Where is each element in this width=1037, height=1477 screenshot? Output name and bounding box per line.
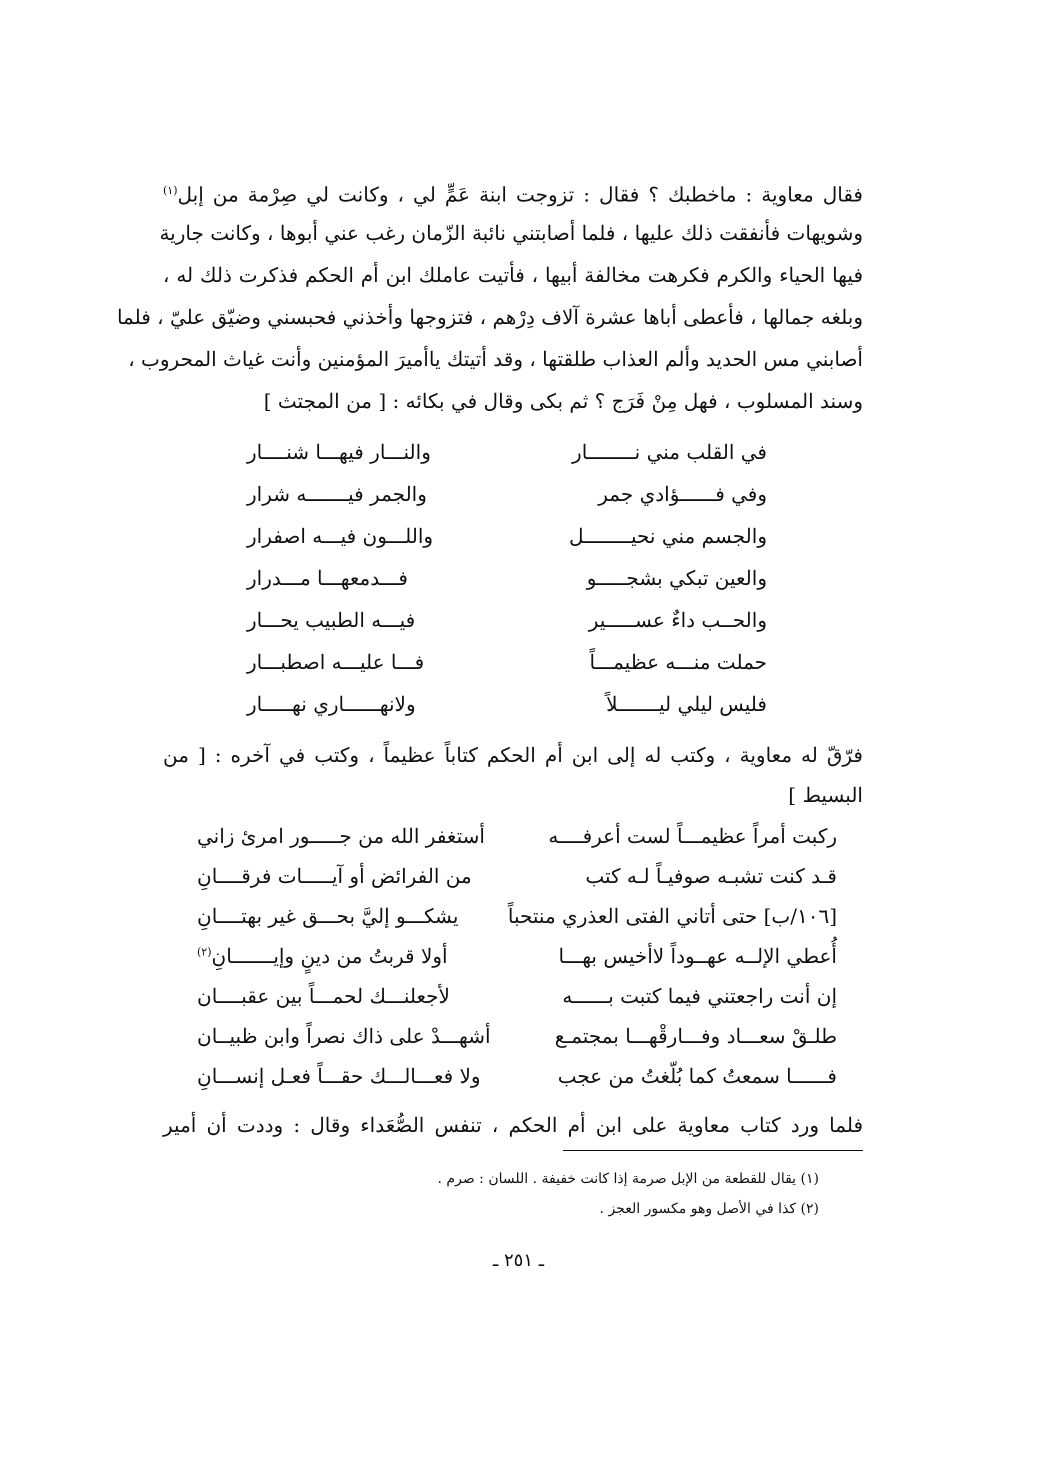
verse-hemistich-second: أشهـــدْ على ذاك نصراً وابن ظبيــان bbox=[197, 1024, 491, 1048]
verse-line bbox=[197, 1064, 837, 1104]
verse-hemistich-first: [١٠٦/ب] حتى أتاني الفتى العذري منتحباً bbox=[507, 904, 837, 928]
verse-hemistich-first: ركبت أمراً عظيمـــاً لست أعرفــــه bbox=[548, 824, 837, 848]
verse-hemistich-second: ولا فعـــالـــك حقـــاً فعـل إنســـانِ bbox=[197, 1064, 481, 1088]
verse-line bbox=[247, 692, 767, 732]
verse-line bbox=[197, 984, 837, 1024]
verse-line bbox=[197, 904, 837, 944]
verse-hemistich-first: والحــب داءٌ عســـــير bbox=[588, 608, 767, 632]
verse-line bbox=[247, 440, 767, 480]
verse-hemistich-second bbox=[197, 944, 448, 968]
verse-hemistich-second: يشكـــو إليَّ بحـــق غير بهتــــانِ bbox=[197, 904, 459, 928]
verse-hemistich-first: فــــــا سمعتُ كما بُلّغتُ من عجب bbox=[557, 1064, 837, 1088]
verse-hemistich-second: فيـــه الطبيب يحـــار bbox=[247, 608, 416, 632]
verse-hemistich-second: أستغفر الله من جـــــور امرئ زاني bbox=[197, 824, 485, 848]
verse-hemistich-second: والنـــار فيهـــا شنــــار bbox=[247, 440, 431, 464]
footnote-divider bbox=[563, 1150, 863, 1151]
footnote: (٢) كذا في الأصل وهو مكسور العجز . bbox=[599, 1201, 819, 1217]
verse-hemistich-first: إن أنت راجعتني فيما كتبت بــــــه bbox=[562, 984, 837, 1008]
prose-line: وسند المسلوب ، فهل مِنْ فَرَج ؟ ثم بكى وقال في بكائه : [ من المجتث ] bbox=[263, 389, 863, 413]
footnote-ref: (٢) bbox=[197, 945, 212, 959]
verse-line bbox=[197, 1024, 837, 1064]
verse-hemistich-first: وفي فــــــؤادي جمر bbox=[598, 482, 767, 506]
verse-hemistich-first: في القلب مني نــــــــار bbox=[572, 440, 767, 464]
prose-text: فقال معاوية : ماخطبك ؟ فقال : تزوجت ابنة عَمٍّ لي ، وكانت لي صِرْمة من إبل bbox=[177, 182, 863, 207]
verse-hemistich-first: فليس ليلي ليـــــــلاً bbox=[606, 692, 767, 716]
verse-hemistich-second: واللـــون فيـــه اصفرار bbox=[247, 524, 434, 548]
prose-line: البسيط ] bbox=[788, 783, 863, 807]
prose-line: فلما ورد كتاب معاوية على ابن أم الحكم ، تنفس الصُّعَداء وقال : وددت أن أمير bbox=[163, 1113, 863, 1137]
prose-line: فرّقّ له معاوية ، وكتب له إلى ابن أم الحكم كتاباً عظيماً ، وكتب في آخره : [ من bbox=[163, 743, 863, 767]
prose-line: أصابني مس الحديد وألم العذاب طلقتها ، وقد أتيتك ياأميرَ المؤمنين وأنت غياث المحروب ، bbox=[128, 347, 863, 371]
verse-hemistich-first: أُعطي الإلــه عهــوداً لاأخيس بهـــا bbox=[558, 944, 837, 968]
footnote: (١) يقال للقطعة من الإبل صرمة إذا كانت خفيفة . اللسان : صرم . bbox=[437, 1171, 819, 1187]
verse-line bbox=[247, 650, 767, 690]
verse-hemistich-second: والجمر فيـــــــه شرار bbox=[247, 482, 427, 506]
verse-hemistich-second: لأجعلنـــك لحمـــاً بين عقبــــان bbox=[197, 984, 450, 1008]
prose-line bbox=[163, 172, 863, 214]
verse-hemistich-first: والعين تبكي بشجـــــو bbox=[586, 566, 767, 590]
verse-hemistich-first: حملت منـــه عظيمـــاً bbox=[589, 650, 767, 674]
prose-line: فيها الحياء والكرم فكرهت مخالفة أبيها ، فأتيت عاملك ابن أم الحكم فذكرت ذلك له ، bbox=[163, 263, 863, 287]
verse-line bbox=[247, 524, 767, 564]
footnote-ref: (١) bbox=[163, 184, 178, 197]
verse-line bbox=[197, 864, 837, 904]
verse-line bbox=[197, 944, 837, 984]
verse-hemistich-first: والجسم مني نحيــــــــل bbox=[568, 524, 767, 548]
verse-hemistich-second: فـــا عليـــه اصطبـــار bbox=[247, 650, 425, 674]
verse-hemistich-first: قـد كنت تشبـه صوفيـاً لـه كتب bbox=[585, 864, 837, 888]
verse-hemistich-second: ولانهــــــاري نهـــــار bbox=[247, 692, 416, 716]
verse-hemistich-second: فـــدمعهـــا مـــدرار bbox=[247, 566, 408, 590]
verse-hemistich-second: من الفرائض أو آيـــــات فرقــــانِ bbox=[197, 864, 472, 888]
verse-text: أولا قربتُ من دينٍ وإيـــــــانِ bbox=[211, 944, 448, 968]
verse-line bbox=[247, 608, 767, 648]
prose-line: وبلغه جمالها ، فأعطى أباها عشرة آلاف دِرْهم ، فتزوجها وأخذني فحبسني وضيّق عليّ ، فلما bbox=[116, 305, 863, 329]
prose-line: وشويهات فأنفقت ذلك عليها ، فلما أصابتني نائبة الزّمان رغب عني أبوها ، وكانت جارية bbox=[159, 221, 863, 245]
verse-line bbox=[247, 482, 767, 522]
verse-line bbox=[197, 824, 837, 864]
verse-line bbox=[247, 566, 767, 606]
page-number: ـ ٢٥١ ـ bbox=[492, 1250, 544, 1271]
verse-hemistich-first: طلـقْ سعـــاد وفـــارقْهـــا بمجتمـع bbox=[554, 1024, 837, 1048]
